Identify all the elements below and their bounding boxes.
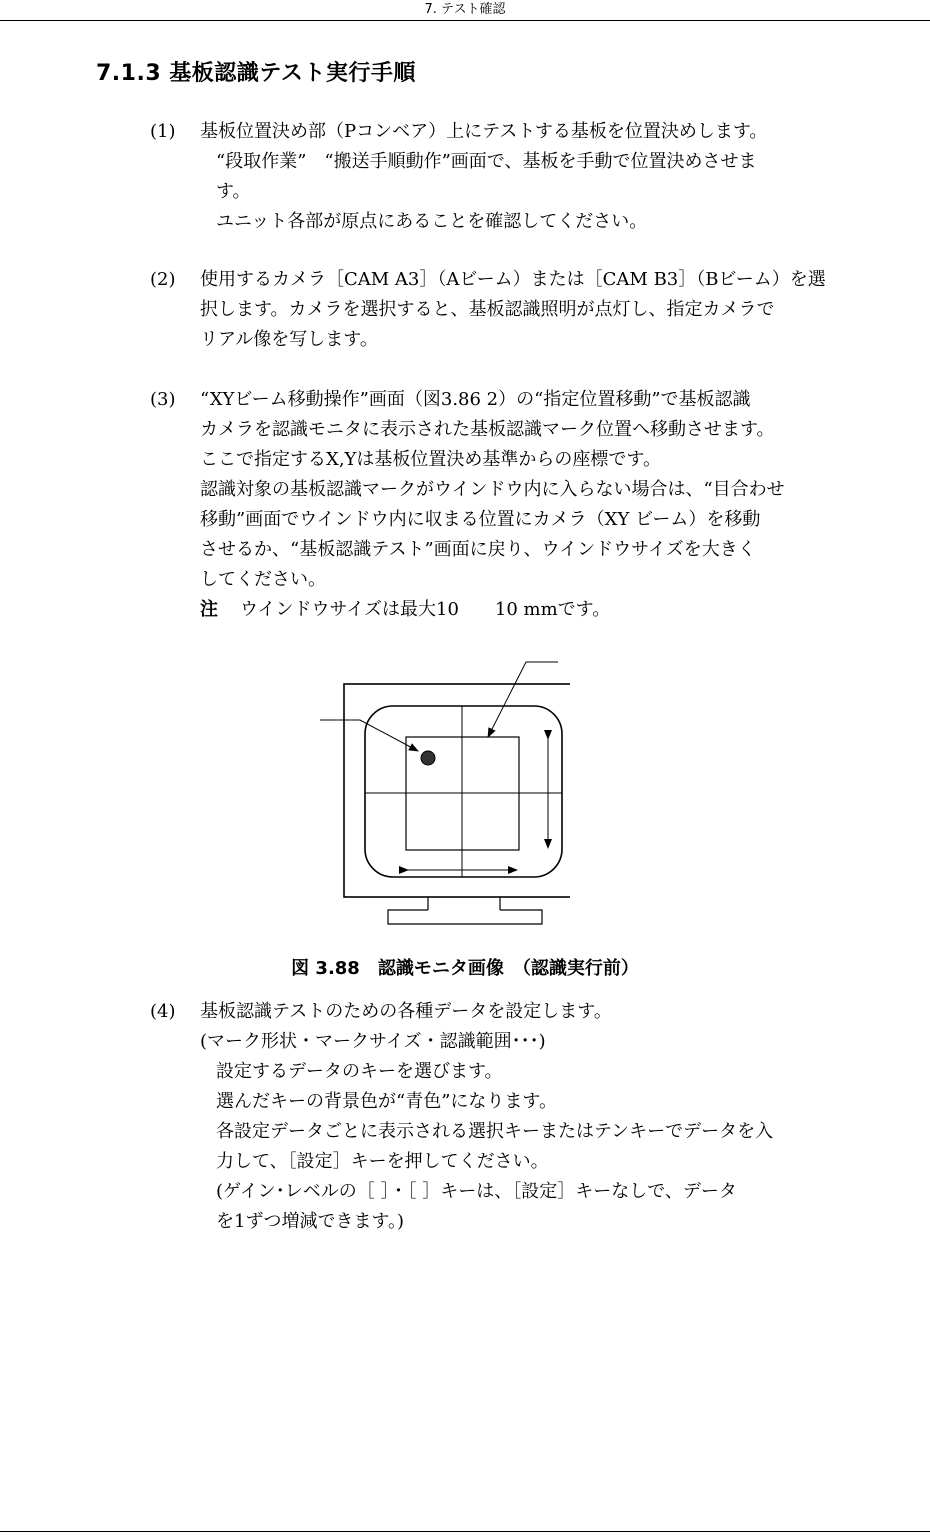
step-number: (4) bbox=[150, 1001, 176, 1022]
note-text: ウインドウサイズは最大10 10 mmです。 bbox=[240, 599, 611, 620]
recognition-mark bbox=[421, 751, 435, 765]
note-line bbox=[200, 595, 840, 625]
step-text-line: 選んだキーの背景色が“青色”になります。 bbox=[216, 1091, 557, 1112]
step-text-line: 設定するデータのキーを選びます。 bbox=[216, 1061, 503, 1082]
step-text-line: させるか、“基板認識テスト”画面に戻り、ウインドウサイズを大きく bbox=[200, 539, 756, 560]
step-text-line: 基板位置決め部（Pコンベア）上にテストする基板を位置決めします。 bbox=[200, 121, 768, 142]
step-text-line: “段取作業” “搬送手順動作”画面で、基板を手動で位置決めさせま bbox=[216, 151, 757, 172]
step-text-line: リアル像を写します。 bbox=[200, 329, 378, 350]
mark-leader-line bbox=[320, 720, 418, 751]
page-header bbox=[0, 0, 930, 21]
monitor-diagram bbox=[310, 655, 570, 930]
footer-rule bbox=[0, 1531, 930, 1532]
section-title: 7.1.3 基板認識テスト実行手順 bbox=[96, 61, 416, 86]
step-text-line: 移動”画面でウインドウ内に収まる位置にカメラ（XY ビーム）を移動 bbox=[200, 509, 761, 530]
step-text-line: 使用するカメラ［CAM A3］（Aビーム）または［CAM B3］（Bビーム）を選 bbox=[200, 269, 826, 290]
step-text-line: 認識対象の基板認識マークがウインドウ内に入らない場合は、“目合わせ bbox=[200, 479, 785, 500]
step-text-line: (マーク形状・マークサイズ・認識範囲･･･) bbox=[200, 1031, 546, 1052]
step-text-line: 各設定データごとに表示される選択キーまたはテンキーでデータを入 bbox=[216, 1121, 774, 1142]
monitor-screen bbox=[365, 706, 562, 877]
figure-caption: 図 3.88 認識モニタ画像 （認識実行前） bbox=[291, 958, 639, 979]
step-1 bbox=[150, 117, 840, 237]
note-label: 注 bbox=[200, 599, 218, 620]
step-text-line: 択します。カメラを選択すると、基板認識照明が点灯し、指定カメラで bbox=[200, 299, 775, 320]
monitor-figure bbox=[310, 655, 570, 930]
step-text-line: “XYビーム移動操作”画面（図3.86 2）の“指定位置移動”で基板認識 bbox=[200, 389, 751, 410]
monitor-casing bbox=[344, 684, 570, 897]
step-3 bbox=[150, 385, 840, 625]
step-text-line: ここで指定するX,Yは基板位置決め基準からの座標です。 bbox=[200, 449, 661, 470]
step-4 bbox=[150, 997, 840, 1237]
step-number: (1) bbox=[150, 121, 176, 142]
step-text-line: (ゲイン･レベルの［ ］・［ ］キーは、［設定］キーなしで、データ bbox=[216, 1181, 737, 1202]
header-title: 7. テスト確認 bbox=[424, 2, 506, 17]
step-number: (2) bbox=[150, 269, 176, 290]
step-text-line: 基板認識テストのための各種データを設定します。 bbox=[200, 1001, 612, 1022]
step-text-line: 力して、［設定］キーを押してください。 bbox=[216, 1151, 549, 1172]
step-text-line: してください。 bbox=[200, 569, 326, 590]
step-text-line: す。 bbox=[216, 181, 251, 202]
step-2 bbox=[150, 265, 840, 355]
step-text-line: ユニット各部が原点にあることを確認してください。 bbox=[216, 211, 648, 232]
step-number: (3) bbox=[150, 389, 176, 410]
window-leader-line bbox=[488, 662, 558, 737]
stand-base bbox=[388, 910, 542, 924]
step-text-line: を1ずつ増減できます。) bbox=[216, 1211, 405, 1232]
step-text-line: カメラを認識モニタに表示された基板認識マーク位置へ移動させます。 bbox=[200, 419, 775, 440]
